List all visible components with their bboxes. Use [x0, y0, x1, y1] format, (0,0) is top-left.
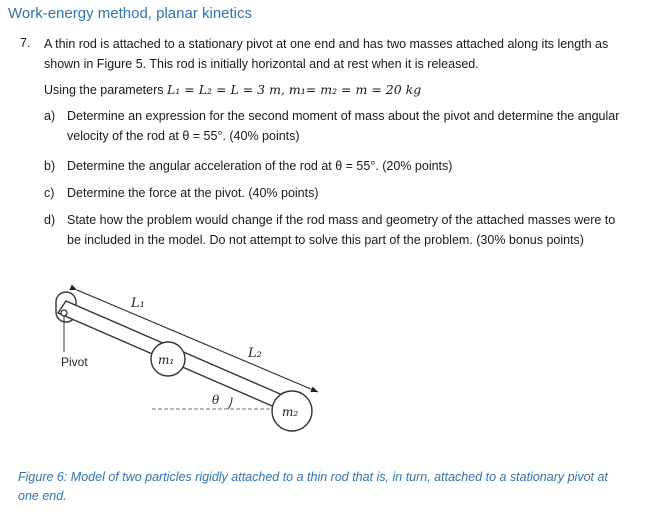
pivot-pin: [61, 310, 67, 316]
label-pivot: Pivot: [61, 355, 88, 369]
part-d-label: d): [44, 213, 56, 227]
angle-arc: [228, 397, 232, 409]
question-number: 7.: [20, 36, 31, 50]
part-a-text: Determine an expression for the second moment of mass about the pivot and determine the angular velocity of the rod at θ = 55°. (40% points): [67, 109, 620, 143]
length-dimension-arrow: [77, 290, 318, 392]
figure-caption: Figure 6: Model of two particles rigidly attached to a thin rod that is, in turn, attached to a stationary pivot at one end.: [18, 470, 608, 503]
part-c-label: c): [44, 186, 55, 200]
parameters-values: L₁ = L₂ = L = 3 m, m₁= m₂ = m = 20 kg: [167, 82, 422, 97]
label-theta: θ: [212, 393, 220, 407]
label-m2: m₂: [282, 405, 299, 419]
part-c-text: Determine the force at the pivot. (40% points): [67, 186, 319, 200]
label-m1: m₁: [158, 353, 175, 367]
part-d-text: State how the problem would change if the rod mass and geometry of the attached masses were to be included in the model. Do not attempt to solve this part of the problem. (30% bonus points): [67, 213, 616, 247]
section-title: Work-energy method, planar kinetics: [8, 5, 252, 22]
parameters-prefix: Using the parameters: [44, 83, 164, 97]
part-a-label: a): [44, 109, 56, 123]
part-b-text: Determine the angular acceleration of the rod at θ = 55°. (20% points): [67, 159, 453, 173]
part-b-label: b): [44, 159, 56, 173]
label-L2: L₂: [248, 346, 262, 361]
label-L1: L₁: [131, 296, 145, 311]
question-intro: A thin rod is attached to a stationary pivot at one end and has two masses attached along its length as shown in Figure 5. This rod is initially horizontal and at rest when it is released.: [44, 37, 609, 71]
